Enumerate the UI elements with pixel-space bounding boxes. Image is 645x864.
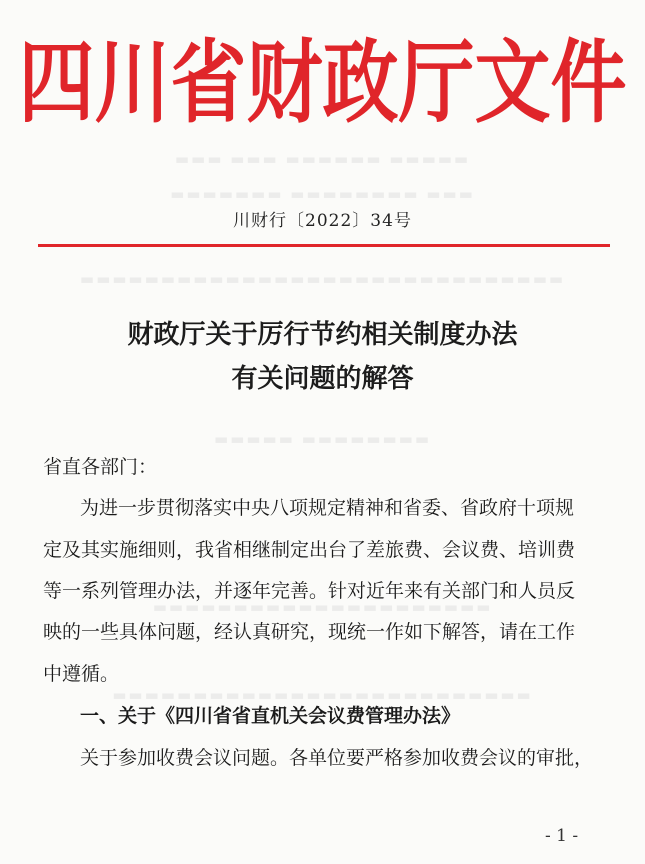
- paper-bleed-texture: ▬▬▬▬▬▬▬ ▬▬▬▬▬▬▬▬ ▬▬▬: [170, 185, 475, 203]
- paper-bleed-texture: ▬▬▬▬▬▬▬▬▬▬▬▬▬▬▬▬▬▬▬▬▬▬▬▬▬▬▬▬▬▬: [79, 270, 566, 288]
- paragraph-line: 中遵循。: [43, 663, 120, 685]
- paper-bleed-texture: ▬▬▬▬▬▬▬▬▬▬▬▬▬▬▬▬▬▬▬▬▬: [152, 598, 493, 616]
- paper-bleed-texture: ▬▬▬ ▬▬▬ ▬▬▬▬▬▬ ▬▬▬▬▬: [174, 150, 471, 168]
- red-header-divider: [38, 244, 610, 247]
- document-title-line-1: 财政厅关于厉行节约相关制度办法: [127, 320, 518, 350]
- document-header-title: 四川省财政厅文件: [18, 29, 627, 135]
- paragraph-line: 为进一步贯彻落实中央八项规定精神和省委、省政府十项规: [80, 497, 575, 519]
- section-heading: 一、关于《四川省省直机关会议费管理办法》: [80, 705, 461, 727]
- paper-bleed-texture: ▬▬▬▬▬ ▬▬▬▬▬▬▬▬: [213, 430, 431, 448]
- section-paragraph-line: 关于参加收费会议问题。各单位要严格参加收费会议的审批，: [80, 747, 594, 769]
- page-number: - 1 -: [545, 826, 579, 846]
- paragraph-line: 定及其实施细则，我省相继制定出台了差旅费、会议费、培训费: [43, 539, 576, 561]
- paragraph-line: 映的一些具体问题，经认真研究，现统一作如下解答，请在工作: [43, 621, 576, 643]
- salutation: 省直各部门：: [43, 456, 158, 478]
- paper-bleed-texture: ▬▬▬▬▬▬▬▬▬▬▬▬▬▬▬▬▬▬▬▬▬▬▬▬▬▬: [112, 686, 533, 704]
- paragraph-line: 等一系列管理办法，并逐年完善。针对近年来有关部门和人员反: [43, 580, 576, 602]
- document-title-line-2: 有关问题的解答: [231, 364, 414, 394]
- document-number: 川财行〔2022〕34号: [233, 211, 412, 231]
